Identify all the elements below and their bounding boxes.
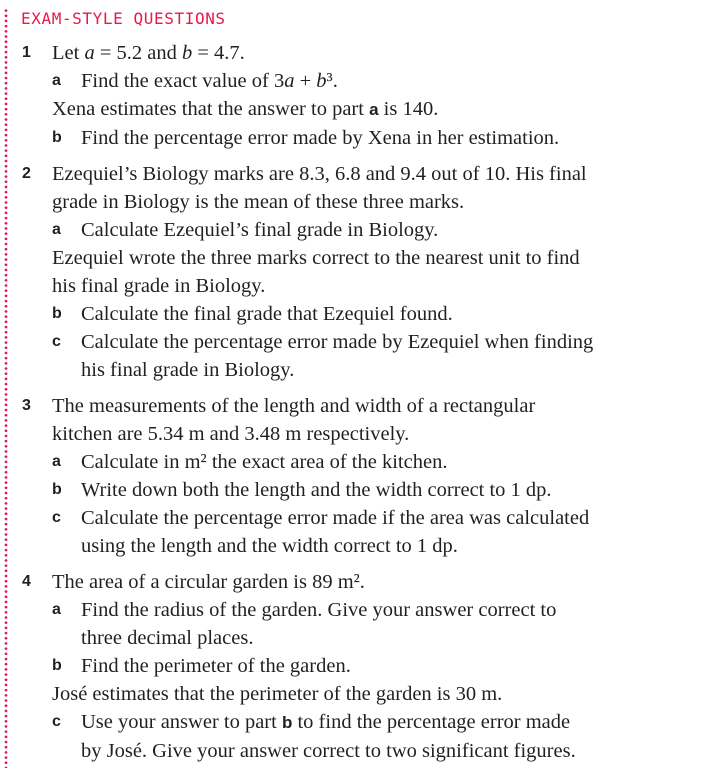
question-number: 3 xyxy=(22,397,31,414)
question-stem: Let a = 5.2 and b = 4.7. xyxy=(52,42,245,64)
question-3 xyxy=(0,392,722,560)
part-b: b Calculate the final grade that Ezequiel found. xyxy=(81,300,722,328)
part-label: c xyxy=(52,713,61,730)
question-stem: Ezequiel’s Biology marks are 8.3, 6.8 and 9.4 out of 10. His final grade in Biology is the mean of these three marks. xyxy=(52,163,587,213)
question-number: 1 xyxy=(22,44,31,61)
part-a: a Find the radius of the garden. Give your answer correct to three decimal places. xyxy=(81,596,722,652)
section-header: EXAM-STYLE QUESTIONS xyxy=(21,9,226,28)
part-b: b Find the percentage error made by Xena in her estimation. xyxy=(81,124,722,152)
questions-list xyxy=(0,39,722,765)
part-label: b xyxy=(52,129,62,146)
part-b: b Write down both the length and the width correct to 1 dp. xyxy=(81,476,722,504)
part-a: a Find the exact value of 3a + b³. xyxy=(81,67,722,95)
question-stem: The measurements of the length and width of a rectangular kitchen are 5.34 m and 3.48 m respectively. xyxy=(52,395,536,445)
part-b: b Find the perimeter of the garden. xyxy=(81,652,722,680)
part-a: a Calculate Ezequiel’s final grade in Biology. xyxy=(81,216,722,244)
question-number: 4 xyxy=(22,573,31,590)
part-c: c Calculate the percentage error made by Ezequiel when finding his final grade in Biology. xyxy=(81,328,722,384)
question-4 xyxy=(0,568,722,765)
question-note: José estimates that the perimeter of the garden is 30 m. xyxy=(52,683,503,705)
question-2 xyxy=(0,160,722,384)
question-stem: The area of a circular garden is 89 m². xyxy=(52,571,365,593)
question-note: Ezequiel wrote the three marks correct to the nearest unit to find his final grade in Biology. xyxy=(52,247,580,297)
part-label: a xyxy=(52,72,61,89)
part-c: c Use your answer to part b to find the percentage error made by José. Give your answer correct to two significant figures. xyxy=(81,708,722,765)
part-label: a xyxy=(52,221,61,238)
part-label: a xyxy=(52,601,61,618)
question-1 xyxy=(0,39,722,152)
part-label: b xyxy=(52,305,62,322)
part-label: c xyxy=(52,509,61,526)
part-a: a Calculate in m² the exact area of the kitchen. xyxy=(81,448,722,476)
part-label: c xyxy=(52,333,61,350)
question-number: 2 xyxy=(22,165,31,182)
part-label: b xyxy=(52,657,62,674)
part-c: c Calculate the percentage error made if the area was calculated using the length and the width correct to 1 dp. xyxy=(81,504,722,560)
question-note: Xena estimates that the answer to part a is 140. xyxy=(52,98,439,120)
part-label: b xyxy=(52,481,62,498)
part-label: a xyxy=(52,453,61,470)
